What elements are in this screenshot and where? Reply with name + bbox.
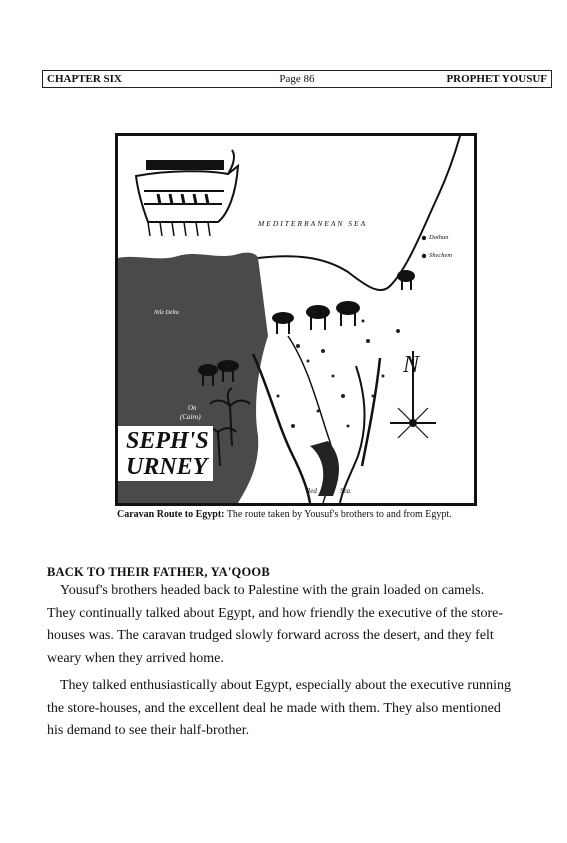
ship-illustration — [136, 150, 238, 236]
caravan-route-map — [115, 133, 477, 506]
p1-line: Yousuf's brothers headed back to Palestine with the grain loaded on camels. — [60, 583, 485, 598]
page-number: Page 86 — [279, 73, 315, 85]
dothan-marker — [422, 236, 426, 240]
terrain-speckles — [277, 320, 401, 429]
p2-line: the store-houses, and the excellent deal he made with them. They also mentioned — [47, 700, 501, 716]
p2-line: his demand to see their half-brother. — [47, 723, 250, 738]
paragraph-1 — [47, 580, 553, 670]
p1-line: weary when they arrived home. — [47, 650, 224, 666]
red-label: Red — [306, 487, 317, 495]
p1-line: They continually talked about Egypt, and how friendly the executive of the store- — [47, 605, 504, 621]
sea-label: MEDITERRANEAN SEA — [258, 219, 368, 228]
running-header — [42, 70, 552, 88]
p2-line: They talked enthusiastically about Egypt, especially about the executive running — [60, 678, 511, 693]
compass-north-label: N — [403, 352, 420, 378]
city-dothan-label: Dothan — [429, 234, 449, 241]
on-label: On — [188, 404, 197, 412]
map-title-line1: SEPH'S — [126, 428, 209, 454]
paragraph-2 — [47, 675, 553, 743]
figure-caption — [117, 509, 487, 521]
cairo-label: (Cairo) — [180, 413, 201, 421]
shechem-marker — [422, 254, 426, 258]
city-shechem-label: Shechem — [429, 252, 453, 259]
section-heading: BACK TO THEIR FATHER, YA'QOOB — [47, 565, 270, 579]
caption-text: The route taken by Yousuf's brothers to and from Egypt. — [224, 509, 452, 520]
map-title-line2: URNEY — [126, 454, 208, 480]
nile-delta-label: Nile Delta — [154, 310, 179, 316]
book-title: PROPHET YOUSUF — [446, 73, 547, 85]
sea-word-label: Sea — [340, 487, 351, 495]
coastline — [258, 136, 460, 290]
chapter-label: CHAPTER SIX — [47, 73, 122, 85]
caption-title: Caravan Route to Egypt: — [117, 509, 225, 520]
p1-line: houses was. The caravan trudged slowly forward across the desert, and they felt — [47, 628, 494, 643]
